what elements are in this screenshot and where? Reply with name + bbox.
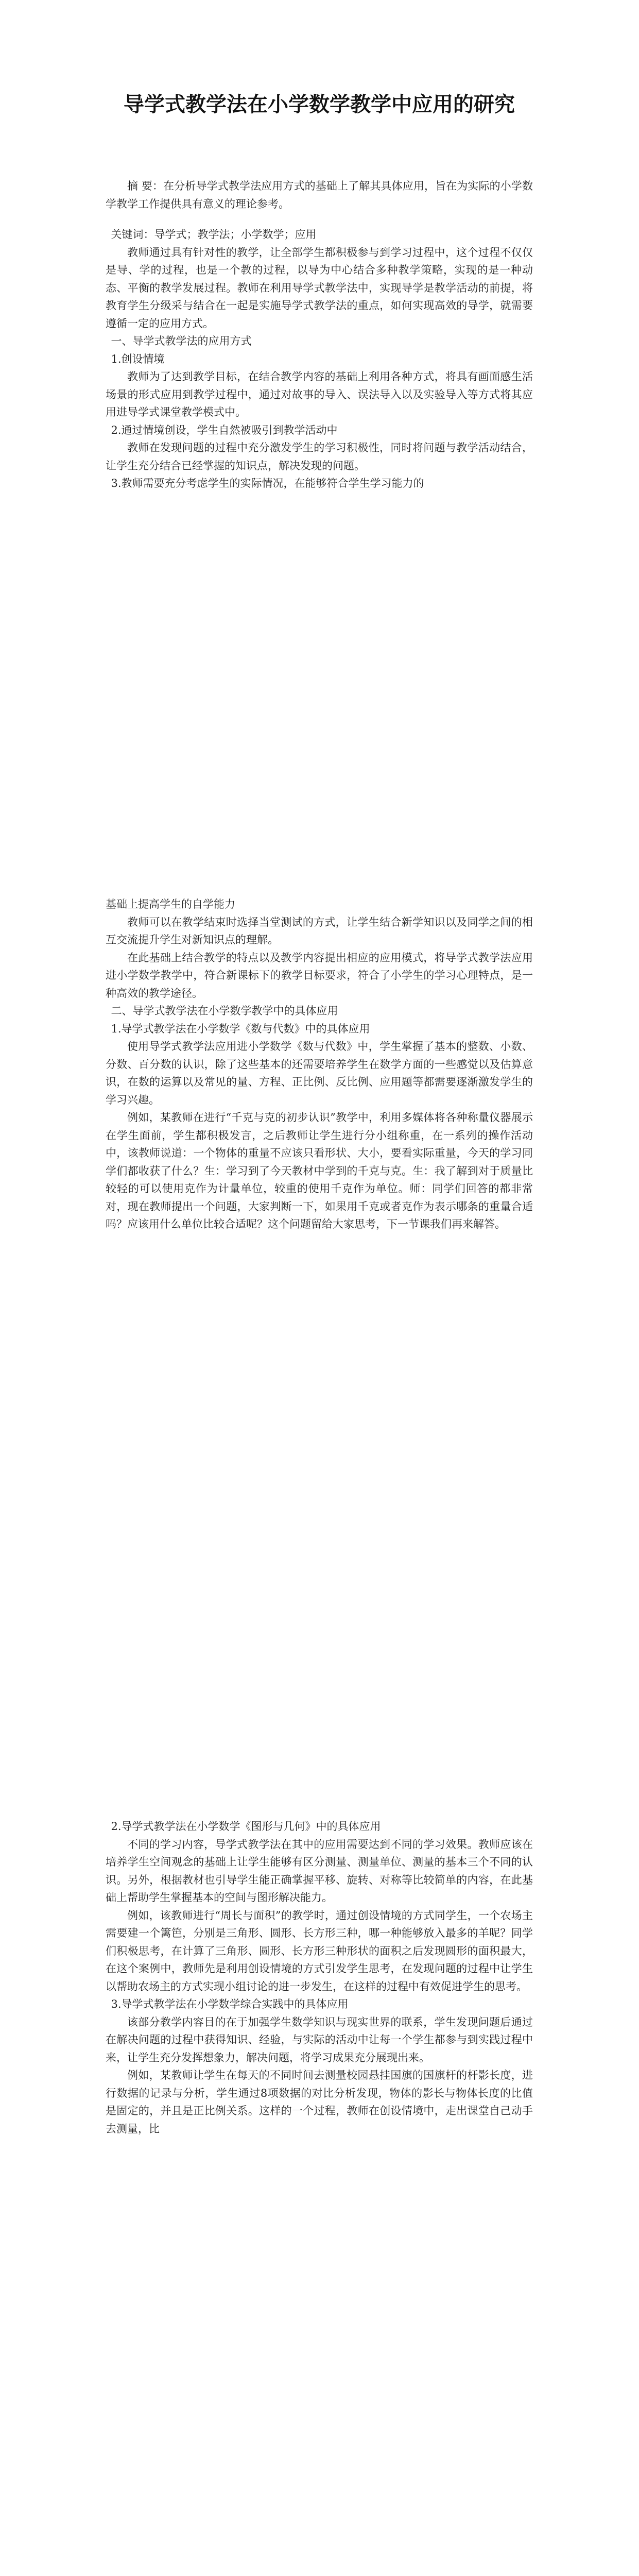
section-1-1-heading: 1.创设情境: [111, 352, 165, 365]
section-2-1-heading: 1.导学式教学法在小学数学《数与代数》中的具体应用: [111, 1022, 370, 1035]
section-2-2-heading: 2.导学式教学法在小学数学《图形与几何》中的具体应用: [111, 1820, 381, 1833]
body-part-3: [106, 1818, 533, 2138]
section-1-2-heading: 2.通过情境创设，学生自然被吸引到教学活动中: [111, 423, 338, 436]
section-2-1-text: 使用导学式教学法应用进小学数学《数与代数》中，学生掌握了基本的整数、小数、分数、百分数的认识，除了这些基本的还需要培养学生在数学方面的一些感觉以及估算意识，在数的运算以及常见的量、方程、正比例、反比例、应用题等都需要逐渐激发学生的学习兴趣。: [106, 1040, 533, 1106]
section-2-2-example: 例如，该教师进行“周长与面积”的教学时，通过创设情境的方式同学生，一个农场主需要建一个篱笆，分别是三角形、圆形、长方形三种，哪一种能够放入最多的羊呢？同学们积极思考，在计算了三角形、圆形、长方形三种形状的面积之后发现圆形的面积最大，在这个案例中，教师先是利用创设情境的方式引发学生思考，在发现问题的过程中让学生以帮助农场主的方式实现小组讨论的进一步发生，在这样的过程中有效促进学生的思考。: [106, 1909, 533, 1993]
section-1-3-heading: 3.教师需要充分考虑学生的实际情况，在能够符合学生学习能力的: [111, 477, 424, 489]
section-2-3-heading: 3.导学式教学法在小学数学综合实践中的具体应用: [111, 1998, 349, 2010]
body-part-2: [106, 895, 533, 1233]
section-1-heading: 一、导学式教学法的应用方式: [111, 335, 252, 347]
section-1-1-text: 教师为了达到教学目标，在结合教学内容的基础上利用各种方式，将具有画面感生活场景的形式应用到教学过程中，通过对故事的导入、误法导入以及实验导入等方式将其应用进导学式课堂教学模式中。: [106, 370, 533, 418]
abstract: 摘 要：在分析导学式教学法应用方式的基础上了解其具体应用，旨在为实际的小学数学教学工作提供具有意义的理论参考。: [106, 180, 533, 210]
abstract-block: [106, 177, 533, 213]
section-2-3-example: 例如，某教师让学生在每天的不同时间去测量校园悬挂国旗的国旗杆的杆影长度，进行数据的记录与分析，学生通过8项数据的对比分析发现，物体的影长与物体长度的比值是固定的，并且是正比例关系。这样的一个过程，教师在创设情境中，走出课堂自己动手去测量，比: [106, 2069, 533, 2135]
section-2-2-text: 不同的学习内容，导学式教学法在其中的应用需要达到不同的学习效果。教师应该在培养学生空间观念的基础上让学生能够有区分测量、测量单位、测量的基本三个不同的认识。另外，根据教材也引导学生能正确掌握平移、旋转、对称等比较简单的内容，在此基础上帮助学生掌握基本的空间与图形解决能力。: [106, 1838, 533, 1904]
section-1-3-text-b: 在此基础上结合教学的特点以及教学内容提出相应的应用模式，将导学式教学法应用进小学数学教学中，符合新课标下的教学目标要求，符合了小学生的学习心理特点，是一种高效的教学途径。: [106, 951, 533, 999]
paper-title: 导学式教学法在小学数学教学中应用的研究: [124, 92, 515, 116]
section-1-2-text: 教师在发现问题的过程中充分激发学生的学习积极性，同时将问题与教学活动结合，让学生充分结合已经掌握的知识点，解决发现的问题。: [106, 442, 533, 472]
keywords: 关键词：导学式；教学法；小学数学；应用: [111, 228, 317, 241]
body-part-1: [106, 226, 533, 493]
intro-paragraph: 教师通过具有针对性的教学，让全部学生都积极参与到学习过程中，这个过程不仅仅是导、学的过程，也是一个教的过程，以导为中心结合多种教学策略，实现的是一种动态、平衡的教学发展过程。教师在利用导学式教学法中，实现导学是教学活动的前提，将教育学生分级采与结合在一起是实施导学式教学法的重点，如何实现高效的导学，就需要遵循一定的应用方式。: [106, 246, 533, 330]
section-2-1-example: 例如，某教师在进行“千克与克的初步认识”教学中，利用多媒体将各种称量仪器展示在学生面前，学生都积极发言，之后教师让学生进行分小组称重，在一系列的操作活动中，该教师说道：一个物体的重量不应该只看形状、大小，要看实际重量，今天的学习同学们都收获了什么？生：学习到了今天教材中学到的千克与克。生：我了解到对于质量比较轻的可以使用克作为计量单位，较重的使用千克作为单位。师：同学们回答的都非常对，现在教师提出一个问题，大家判断一下，如果用千克或者克作为表示哪条的重量合适吗？应该用什么单位比较合适呢？这个问题留给大家思考，下一节课我们再来解答。: [106, 1111, 533, 1230]
section-1-3-continued: 基础上提高学生的自学能力: [106, 898, 235, 910]
section-2-heading: 二、导学式教学法在小学数学教学中的具体应用: [111, 1005, 338, 1017]
section-1-3-text-a: 教师可以在教学结束时选择当堂测试的方式，让学生结合新学知识以及同学之间的相互交流提升学生对新知识点的理解。: [106, 916, 533, 946]
section-2-3-text: 该部分教学内容目的在于加强学生数学知识与现实世界的联系，学生发现问题后通过在解决问题的过程中获得知识、经验，与实际的活动中让每一个学生都参与到实践过程中来，让学生充分发挥想象力，解决问题，将学习成果充分展现出来。: [106, 2015, 533, 2064]
